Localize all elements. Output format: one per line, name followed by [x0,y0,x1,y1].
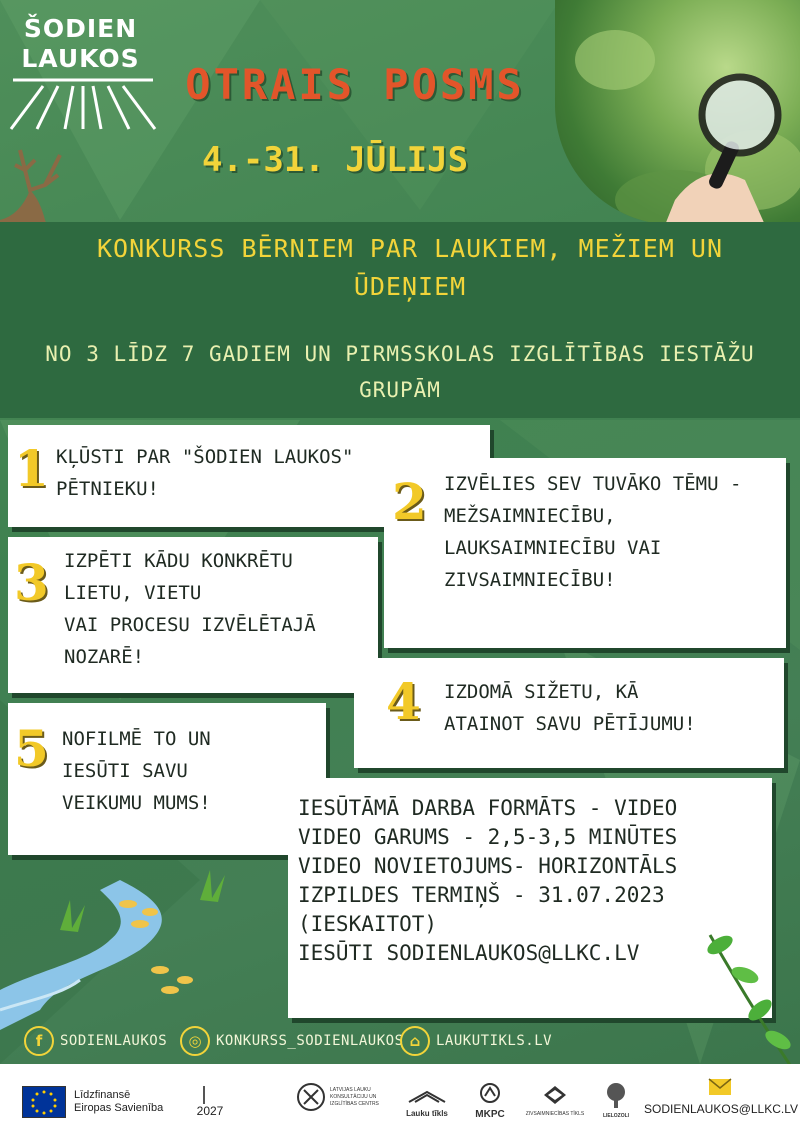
sodien-laukos-logo [20,14,165,144]
facebook-icon: f [24,1026,54,1056]
sunrays-icon [3,74,163,134]
magnifier-photo [555,0,800,225]
page-title: OTRAIS POSMS [185,60,525,109]
oak-tree-icon [605,1082,627,1108]
llkc-text: LATVIJAS LAUKU KONSULTĀCIJU UN IZGLĪTĪBAS CENTRS [330,1086,379,1107]
step-text: IZDOMĀ SIŽETU, KĀ ATAINOT SAVU PĒTĪJUMU! [444,681,696,735]
eu-flag-icon [22,1086,66,1118]
footer [0,1064,800,1132]
home-icon: ⌂ [400,1026,430,1056]
logo-line2: LAUKOS [21,44,140,73]
step-number: 4 [386,672,421,731]
mkpc-icon [479,1082,501,1104]
magnifying-glass-icon [555,0,800,225]
lauku-tikls-icon [407,1090,447,1104]
footer-email[interactable]: SODIENLAUKOS@LLKC.LV [644,1102,799,1116]
lielozoli-logo [596,1082,636,1119]
step-number: 2 [392,472,427,531]
leaves-illustration [690,915,800,1065]
social-facebook[interactable] [24,1026,167,1056]
year-label: 2027 [196,1104,224,1118]
step-text: KĻŪSTI PAR "ŠODIEN LAUKOS" PĒTNIEKU! [56,446,354,500]
eu-text: Līdzfinansē Eiropas Savienība [74,1089,164,1114]
mkpc-logo [470,1082,510,1120]
info-text: IESŪTĀMĀ DARBA FORMĀTS - VIDEO VIDEO GARUMS - 2,5-3,5 MINŪTES VIDEO NOVIETOJUMS- HORIZONTĀLS IZPILDES TERMIŅŠ - 31.07.2023 (IESKAITOT) IESŪTI SODIENLAUKOS@LLKC.LV [298,796,678,965]
step-number: 3 [14,553,49,612]
step-card-5 [8,703,326,855]
year [190,1086,230,1118]
step-card-2 [384,458,786,648]
step-text: IZPĒTI KĀDU KONKRĒTU LIETU, VIETU VAI PROCESU IZVĒLĒTAJĀ NOZARĒ! [64,550,316,668]
social-website[interactable] [400,1026,552,1056]
step-card-3 [8,537,378,693]
instagram-icon: ◎ [180,1026,210,1056]
step-number: 1 [14,439,49,498]
mkpc-text: MKPC [475,1109,505,1120]
social-label: SODIENLAUKOS [60,1033,168,1049]
river-illustration [0,860,290,1030]
llkc-logo [296,1082,386,1112]
lauku-tikls-text: Lauku tīkls [406,1109,448,1118]
llkc-emblem-icon [296,1082,326,1112]
step-number: 5 [14,719,49,778]
social-label: LAUKUTIKLS.LV [436,1033,553,1049]
logo-line1: ŠODIEN [23,14,138,43]
step-text: IZVĒLIES SEV TUVĀKO TĒMU - MEŽSAIMNIECĪBU, LAUKSAIMNIECĪBU VAI ZIVSAIMNIECĪBU! [444,473,742,591]
dates: 4.-31. JŪLIJS [201,140,469,180]
zivs-tikls-text: ZIVSAIMNIECĪBAS TĪKLS [525,1111,585,1117]
step-card-4 [354,658,784,768]
fish-network-icon [542,1084,568,1106]
social-label: KONKURSS_SODIENLAUKOS [216,1033,404,1049]
lielozoli-text: LIELOZOLI [602,1113,630,1119]
zivsaimniecibas-tikls-logo [522,1084,588,1117]
eu-stars-icon [23,1087,65,1117]
social-instagram[interactable] [180,1026,404,1056]
lauku-tikls-logo [396,1090,458,1118]
email-icon [708,1078,732,1096]
band-title: KONKURSS BĒRNIEM PAR LAUKIEM, MEŽIEM UN ŪDEŅIEM [97,234,723,301]
band-subtitle: NO 3 LĪDZ 7 GADIEM UN PIRMSSKOLAS IZGLĪTĪBAS IESTĀŽU GRUPĀM [45,342,755,402]
step-text: NOFILMĒ TO UN IESŪTI SAVU VEIKUMU MUMS! [62,728,211,814]
